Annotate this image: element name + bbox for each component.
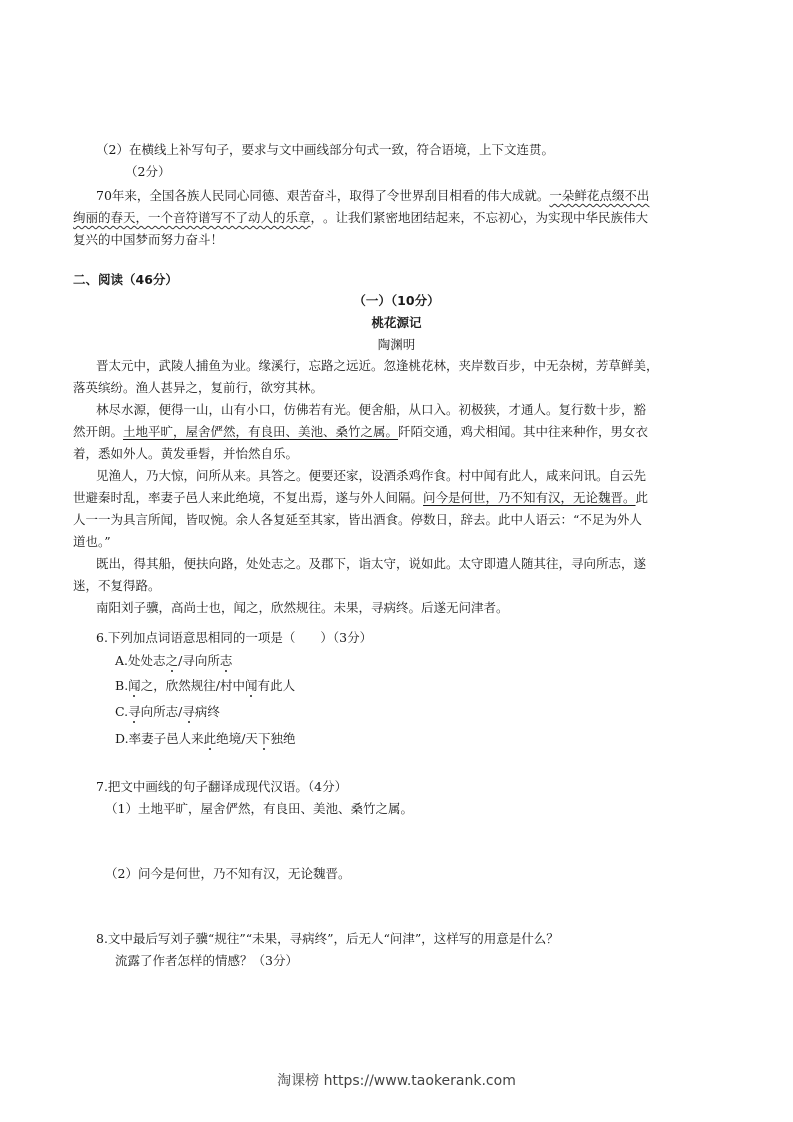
q7-sentence-2: （2）问今是何世，乃不知有汉，无论魏晋。 bbox=[105, 866, 351, 881]
q7-sentence-1: （1）土地平旷，屋舍俨然，有良田、美池、桑竹之属。 bbox=[105, 801, 413, 816]
q2-points: （2分） bbox=[125, 164, 171, 179]
passage-title: 桃花源记 bbox=[371, 315, 422, 330]
underlined-sentence-2: 问今是何世，乃不知有汉，无论魏晋。 bbox=[423, 490, 636, 505]
emphasis-dot-char: 此 bbox=[203, 731, 217, 746]
passage-text: 世避秦时乱，率妻子邑人来此绝境，不复出焉，遂与外人间隔。 bbox=[73, 490, 424, 505]
emphasis-dot-char: 寻 bbox=[128, 704, 141, 719]
emphasis-dot-char: 闻 bbox=[245, 678, 258, 693]
emphasis-dot-char: 之 bbox=[165, 653, 179, 668]
q6-option-c[interactable]: C.寻向所志/寻病终 bbox=[115, 704, 220, 719]
passage-part-label: （一）（10分） bbox=[353, 293, 440, 308]
passage-line: 南阳刘子骥，高尚士也，闻之，欣然规往。未果，寻病终。后遂无问津者。 bbox=[96, 600, 509, 615]
emphasis-dot-char: 寻 bbox=[182, 704, 195, 719]
q2-wavy-underline-text: 绚丽的春天，一个音符谱写不了动人的乐章 bbox=[73, 210, 311, 225]
q7-stem: 7.把文中画线的句子翻译成现代汉语。（4分） bbox=[96, 779, 348, 794]
q2-paragraph-line1 bbox=[96, 187, 649, 205]
passage-line: 落英缤纷。渔人甚异之，复前行，欲穷其林。 bbox=[73, 380, 324, 395]
emphasis-dot-char: 闻 bbox=[128, 678, 141, 693]
q2-paragraph-line2 bbox=[73, 209, 648, 227]
passage-line bbox=[73, 489, 648, 507]
q6-stem: 6.下列加点词语意思相同的一项是（ ）（3分） bbox=[96, 630, 373, 645]
passage-line: 人一一为具言所闻，皆叹惋。余人各复延至其家，皆出酒食。停数日，辞去。此中人语云：“不足为外人 bbox=[73, 512, 642, 527]
emphasis-dot-char: 下 bbox=[257, 731, 271, 746]
passage-line: 道也。” bbox=[73, 534, 111, 549]
q6-option-a[interactable]: A.处处志之/寻向所志 bbox=[115, 653, 233, 668]
passage-line: 晋太元中，武陵人捕鱼为业。缘溪行，忘路之远近。忽逢桃花林，夹岸数百步，中无杂树，芳草鲜美， bbox=[96, 358, 659, 373]
q6-option-b[interactable]: B.闻之，欣然规往/村中闻有此人 bbox=[115, 678, 296, 693]
footer-url: 淘课榜 https://www.taokerank.com bbox=[277, 1073, 516, 1089]
passage-author: 陶渊明 bbox=[377, 337, 416, 352]
passage-text: 阡陌交通，鸡犬相闻。其中往来种作，男女衣 bbox=[398, 424, 649, 439]
passage-text: 然开朗。 bbox=[73, 424, 124, 439]
q8-stem: 8.文中最后写刘子骥“规往”“未果，寻病终”，后无人“问津”，这样写的用意是什么？ bbox=[96, 931, 559, 946]
passage-line bbox=[73, 423, 648, 441]
passage-line: 既出，得其船，便扶向路，处处志之。及郡下，诣太守，说如此。太守即遣人随其往，寻向所志，遂 bbox=[96, 556, 647, 571]
passage-line: 着，悉如外人。黄发垂髫，并怡然自乐。 bbox=[73, 446, 299, 461]
q2-wavy-underline-text: 一朵鲜花点缀不出 bbox=[549, 188, 650, 203]
emphasis-dot-char: 志 bbox=[219, 653, 233, 668]
passage-line: 林尽水源，便得一山，山有小口，仿佛若有光。便舍船，从口入。初极狭，才通人。复行数十步，豁 bbox=[96, 402, 647, 417]
q8-stem-continued: 流露了作者怎样的情感？（3分） bbox=[115, 953, 298, 968]
q2-paragraph-line3: 复兴的中国梦而努力奋斗！ bbox=[73, 232, 224, 247]
underlined-sentence-1: 土地平旷，屋舍俨然，有良田、美池、桑竹之属。 bbox=[123, 424, 399, 439]
passage-line: 见渔人，乃大惊，问所从来。具答之。便要还家，设酒杀鸡作食。村中闻有此人，咸来问讯。自云先 bbox=[96, 468, 647, 483]
q2-text: 。让我们紧密地团结起来，不忘初心，为实现中华民族伟大 bbox=[323, 210, 649, 225]
passage-line: 迷，不复得路。 bbox=[73, 578, 161, 593]
q2-text: ， bbox=[310, 210, 324, 225]
section-heading: 二、阅读（46分） bbox=[73, 272, 178, 287]
q2-text: 70年来，全国各族人民同心同德、艰苦奋斗，取得了令世界刮目相看的伟大成就。 bbox=[96, 188, 550, 203]
q6-option-d[interactable]: D.率妻子邑人来此绝境/天下独绝 bbox=[115, 731, 296, 746]
q2-prompt: （2）在横线上补写句子，要求与文中画线部分句式一致，符合语境，上下文连贯。 bbox=[96, 142, 554, 157]
passage-text: 此 bbox=[635, 490, 649, 505]
